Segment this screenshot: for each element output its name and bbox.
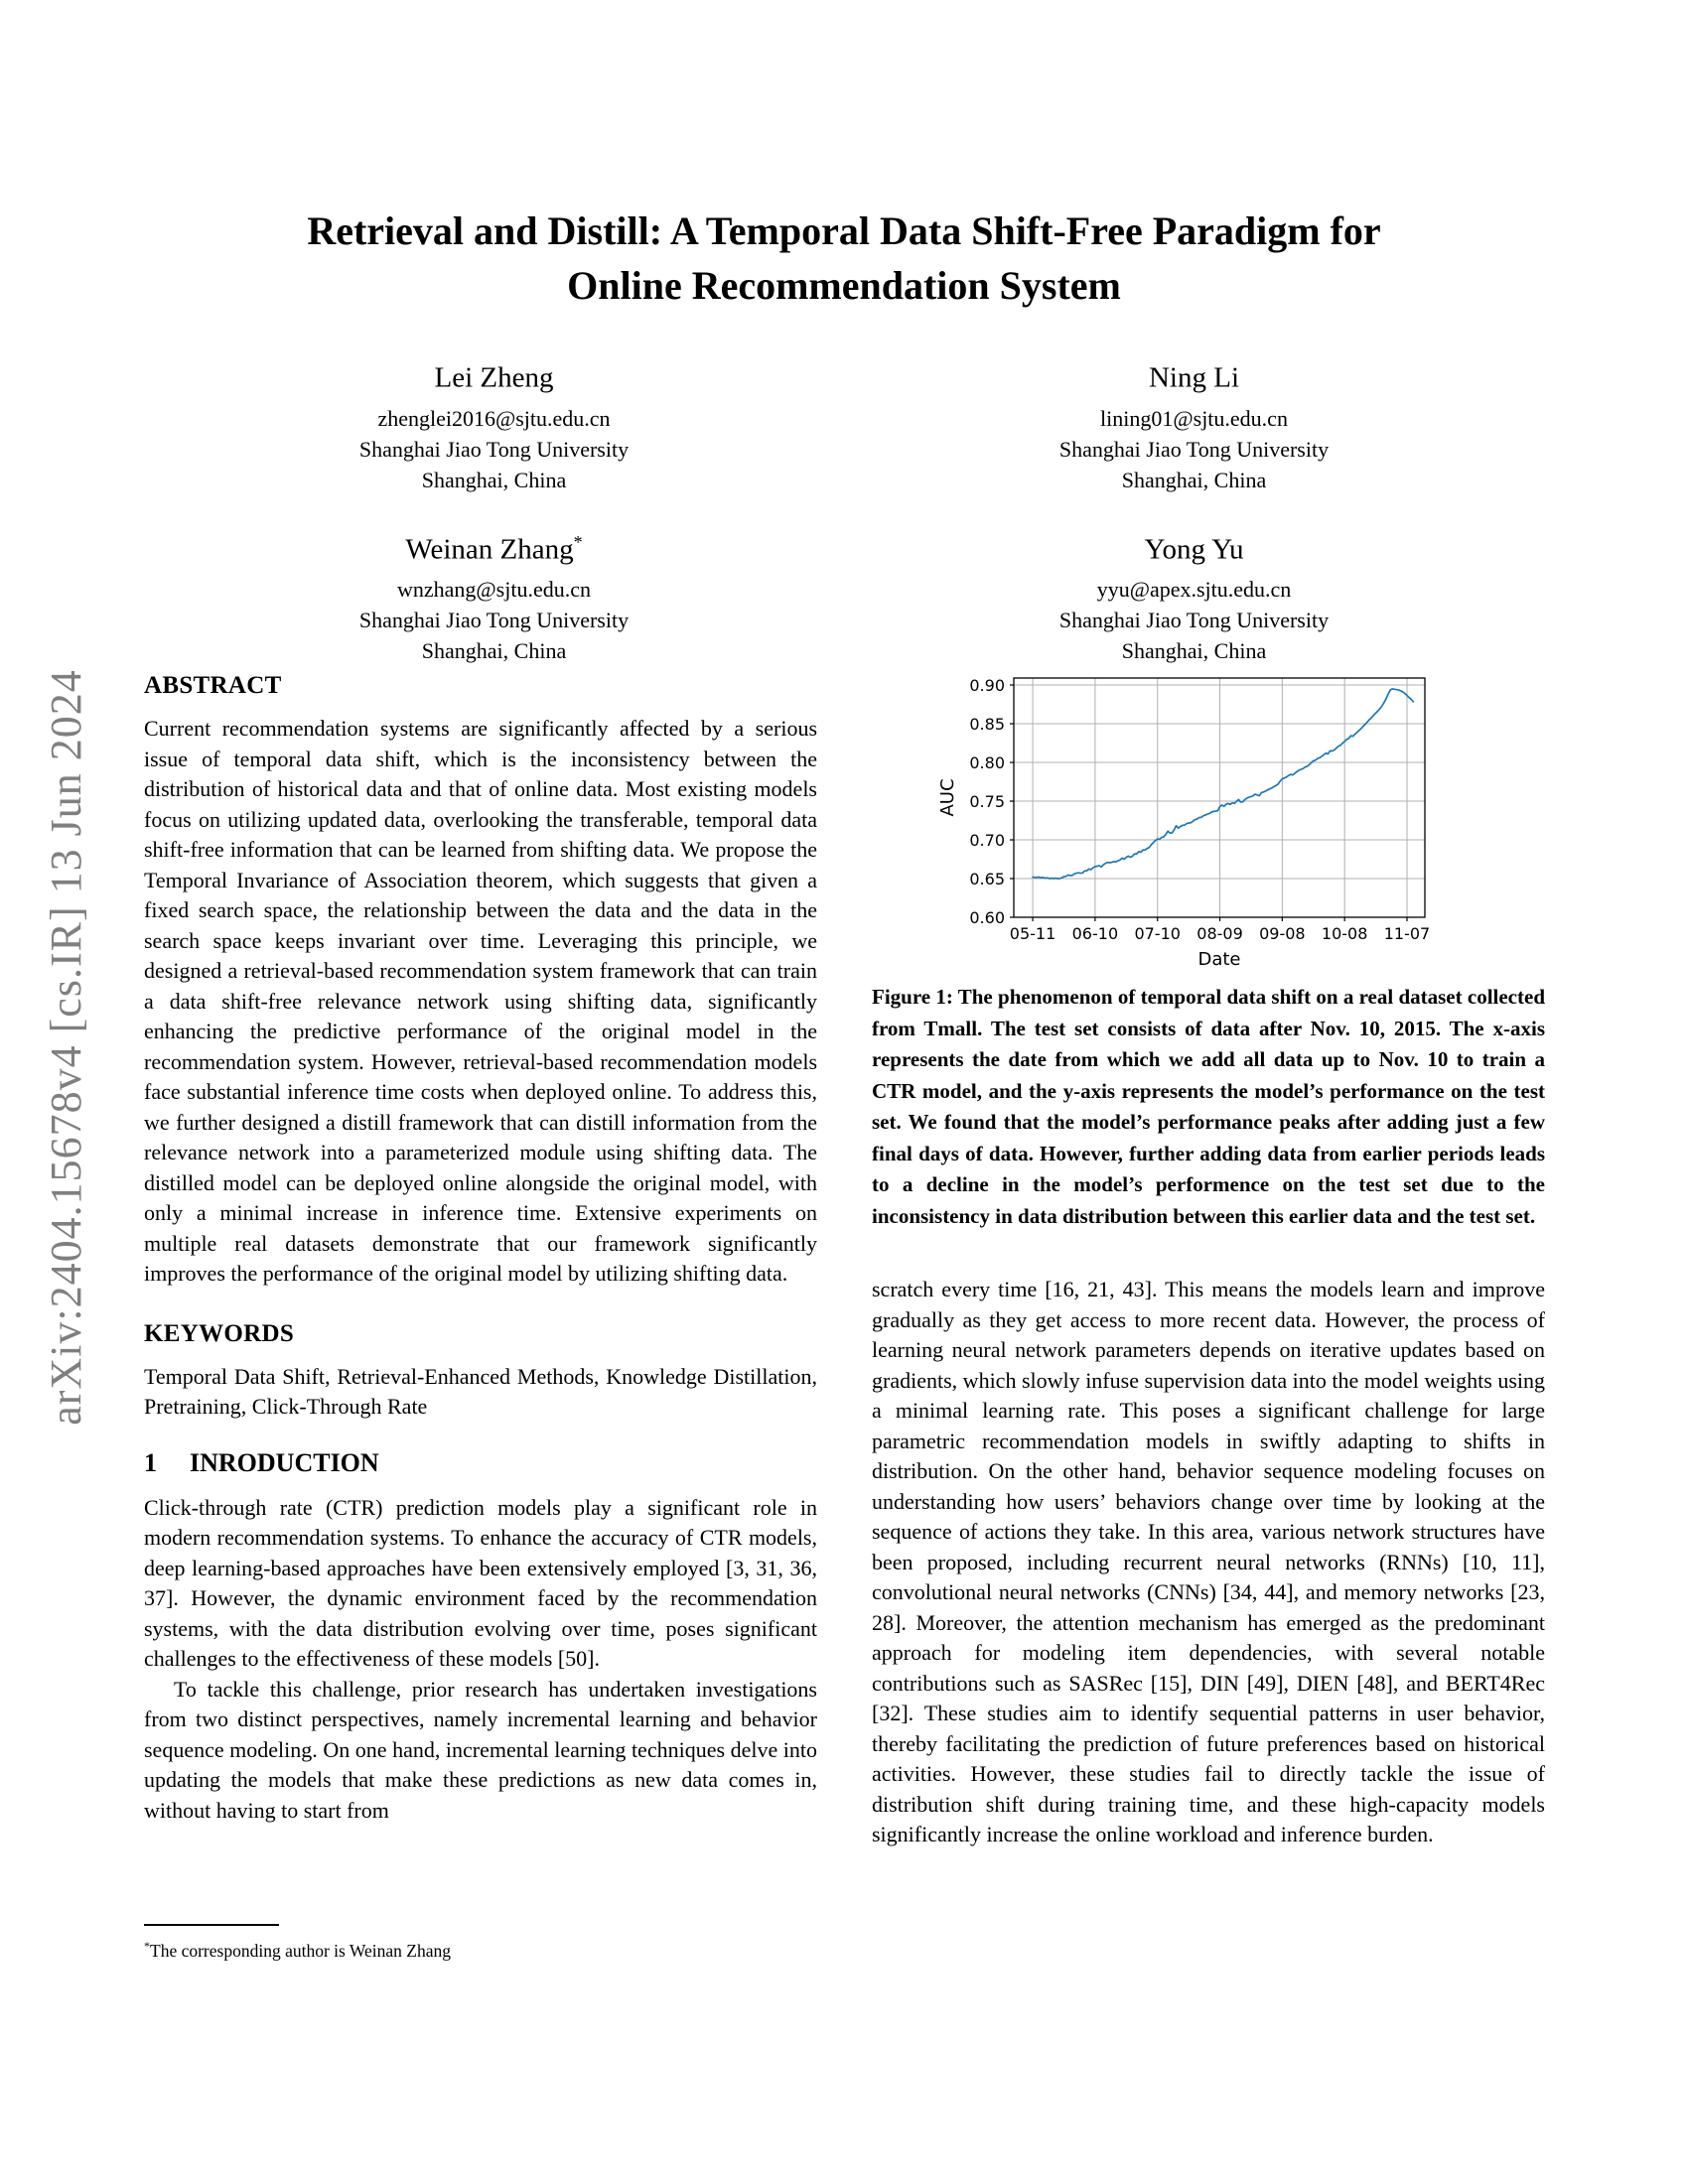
author-lei-zheng — [144, 351, 844, 495]
author-email: yyu@apex.sjtu.edu.cn — [1096, 577, 1292, 603]
figure-1 — [872, 653, 1545, 1232]
paper-title — [0, 204, 1688, 313]
author-name: Ning Li — [1148, 361, 1240, 394]
left-column — [144, 673, 817, 1826]
author-affiliation: Shanghai Jiao Tong University — [358, 436, 630, 462]
y-tick-label: 0.75 — [969, 792, 1005, 812]
corresponding-author-marker: * — [573, 531, 583, 552]
auc-data-line — [1033, 689, 1413, 879]
right-column — [872, 653, 1545, 1850]
author-name: Yong Yu — [1144, 533, 1244, 566]
author-affiliation: Shanghai Jiao Tong University — [358, 608, 630, 633]
figure1-chart — [933, 653, 1489, 971]
author-weinan-zhang — [144, 523, 844, 667]
author-city: Shanghai, China — [1121, 638, 1267, 664]
section-number: 1 — [144, 1447, 157, 1477]
footnote-rule — [144, 1924, 279, 1926]
footnote-marker: * — [144, 1939, 150, 1953]
y-axis-label: AUC — [937, 778, 958, 817]
keywords-heading: KEYWORDS — [144, 1319, 295, 1347]
author-name: Weinan Zhang* — [405, 531, 583, 566]
intro-paragraph-2-left: To tackle this challenge, prior research has undertaken investigations from two distinct perspectives, namely incremental learning and behavior sequence modeling. On one hand, incremental learning techniques delve into updating the models that make these predictions as new data comes in, without having to start from — [144, 1676, 817, 1823]
author-email: zhenglei2016@sjtu.edu.cn — [377, 405, 611, 431]
x-tick-label: 10-08 — [1321, 924, 1368, 943]
y-tick-label: 0.85 — [969, 715, 1005, 735]
paper-title-line2: Online Recommendation System — [567, 263, 1121, 308]
author-email: wnzhang@sjtu.edu.cn — [397, 577, 591, 603]
abstract-heading: ABSTRACT — [144, 672, 282, 699]
author-email: lining01@sjtu.edu.cn — [1100, 405, 1288, 431]
author-affiliation: Shanghai Jiao Tong University — [1058, 608, 1330, 633]
paper-title-line1: Retrieval and Distill: A Temporal Data Shift-Free Paradigm for — [307, 208, 1381, 253]
figure-1-caption: Figure 1: The phenomenon of temporal data shift on a real dataset collected from Tmall. The test set consists of data after Nov. 10, 2015. The x-axis represents the date from which we add all data up to Nov. 10 to train a CTR model, and the y-axis represents the model’s performance on the test set. We found that the model’s performance peaks after adding just a few final days of data. However, further adding data from earlier periods leads to a decline in the model’s performence on the test set due to the inconsistency in data distribution between this earlier data and the test set. — [872, 985, 1545, 1228]
keywords-text: Temporal Data Shift, Retrieval-Enhanced Methods, Knowledge Distillation, Pretraining, Click-Through Rate — [144, 1363, 817, 1419]
arxiv-watermark: arXiv:2404.15678v4 [cs.IR] 13 Jun 2024 — [42, 669, 90, 1426]
figure1-chart-container — [933, 653, 1545, 976]
x-axis-label: Date — [1197, 949, 1241, 970]
author-city: Shanghai, China — [421, 638, 567, 664]
abstract-text: Current recommendation systems are significantly affected by a serious issue of temporal data shift, which is the inconsistency between the distribution of historical data and that of online data. Most existing models focus on utilizing updated data, overlooking the transferable, temporal data shift-free information that can be learned from shifting data. We propose the Temporal Invariance of Association theorem, which suggests that given a fixed search space, the relationship between the data and the data in the search space keeps invariant over time. Leveraging this principle, we designed a retrieval-based recommendation system framework that can train a data shift-free relevance network using shifting data, significantly enhancing the predictive performance of the original model in the recommendation system. However, retrieval-based recommendation models face substantial inference time costs when deployed online. To address this, we further designed a distill framework that can distill information from the relevance network into a parameterized module using shifting data. The distilled model can be deployed online alongside the original model, with only a minimal increase in inference time. Extensive experiments on multiple real datasets demonstrate that our framework significantly improves the performance of the original model by utilizing shifting data. — [144, 716, 817, 1286]
intro-paragraph-2-right: scratch every time [16, 21, 43]. This means the models learn and improve gradually as they get access to more recent data. However, the process of learning neural network parameters depends on iterative updates based on gradients, which slowly infuse supervision data into the model weights using a minimal learning rate. This poses a significant challenge for large parametric recommendation models in swiftly adapting to shifts in distribution. On the other hand, behavior sequence modeling focuses on understanding how users’ behaviors change over time by looking at the sequence of actions they take. In this area, various network structures have been proposed, including recurrent neural networks (RNNs) [10, 11], convolutional neural networks (CNNs) [34, 44], and memory networks [23, 28]. Moreover, the attention mechanism has emerged as the predominant approach for modeling item dependencies, with several notable contributions such as SASRec [15], DIN [49], DIEN [48], and BERT4Rec [32]. These studies aim to identify sequential patterns in user behavior, thereby facilitating the prediction of future preferences based on historical activities. However, these studies fail to directly tackle the issue of distribution shift during training time, and these high-capacity models significantly increase the online workload and inference burden. — [872, 1277, 1545, 1846]
y-tick-label: 0.70 — [969, 831, 1005, 851]
x-tick-label: 05-11 — [1009, 924, 1056, 943]
section-1-heading — [144, 1449, 817, 1477]
x-tick-label: 07-10 — [1134, 924, 1181, 943]
x-tick-label: 06-10 — [1071, 924, 1119, 943]
x-tick-label: 09-08 — [1259, 924, 1306, 943]
y-tick-label: 0.65 — [969, 870, 1005, 889]
author-city: Shanghai, China — [421, 467, 567, 492]
y-tick-label: 0.80 — [969, 753, 1005, 773]
y-tick-label: 0.90 — [969, 676, 1005, 696]
x-tick-label: 11-07 — [1383, 924, 1431, 943]
corresponding-author-footnote: *The corresponding author is Weinan Zhang — [144, 1939, 451, 1961]
intro-paragraph-1: Click-through rate (CTR) prediction models play a significant role in modern recommendation systems. To enhance the accuracy of CTR models, deep learning-based approaches have been extensively employed [3, 31, 36, 37]. However, the dynamic environment faced by the recommendation systems, with the data distribution evolving over time, poses significant challenges to the effectiveness of these models [50]. — [144, 1494, 817, 1671]
plot-frame — [1014, 678, 1425, 917]
section-title: INRODUCTION — [190, 1447, 379, 1477]
author-yong-yu — [844, 523, 1544, 667]
author-block — [144, 351, 1544, 666]
author-affiliation: Shanghai Jiao Tong University — [1058, 436, 1330, 462]
y-tick-label: 0.60 — [969, 908, 1005, 927]
footnote-area — [144, 1924, 817, 1963]
x-tick-label: 08-09 — [1196, 924, 1243, 943]
author-ning-li — [844, 351, 1544, 495]
author-name: Lei Zheng — [434, 361, 554, 394]
author-city: Shanghai, China — [1121, 467, 1267, 492]
